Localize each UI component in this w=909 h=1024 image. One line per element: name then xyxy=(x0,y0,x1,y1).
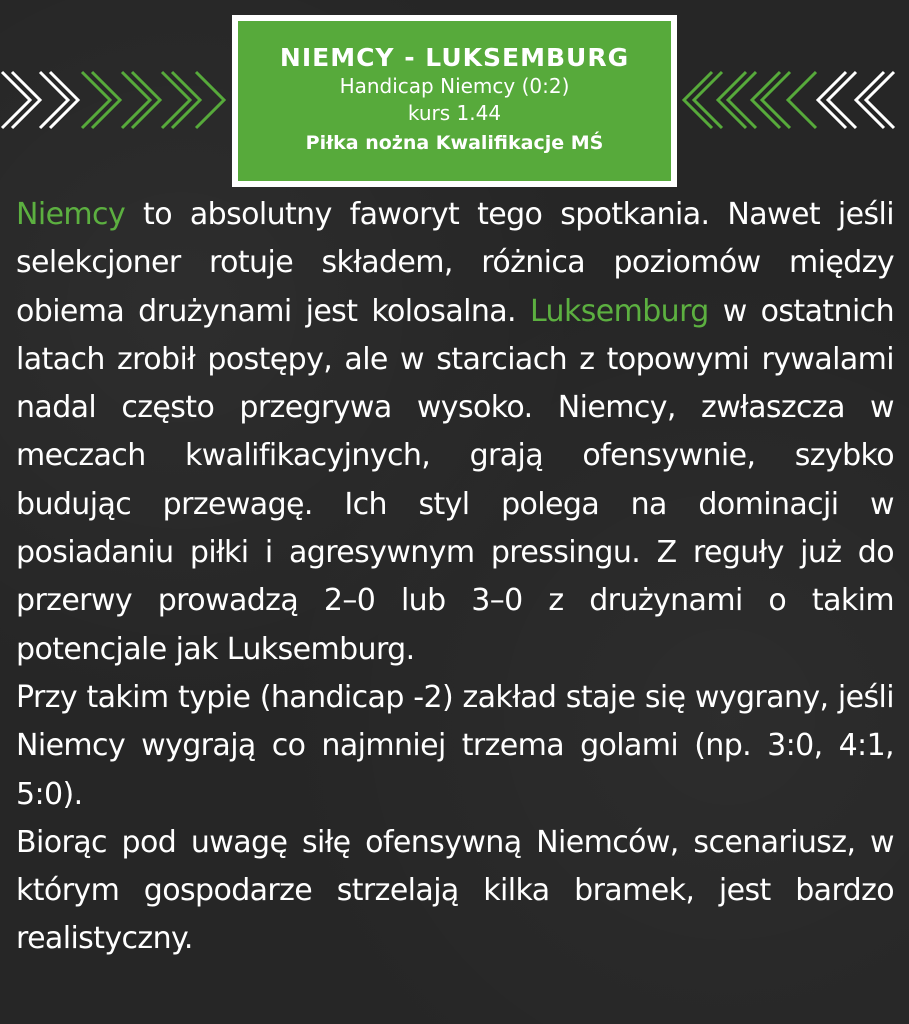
chevrons-right-decoration xyxy=(0,60,235,140)
chevrons-left-decoration xyxy=(674,60,909,140)
paragraph-1: Niemcy to absolutny faworyt tego spotkania. Nawet jeśli selekcjoner rotuje składem, różnica poziomów między obiema drużynami jest kolosalna. Luksemburg w ostatnich latach zrobił postępy, ale w starciach z topowymi rywalami nadal często przegrywa wysoko. Niemcy, zwłaszcza w meczach kwalifikacyjnych, grają ofensywnie, szybko budując przewagę. Ich styl polega na dominacji w posiadaniu piłki i agresywnym pressingu. Z reguły już do przerwy prowadzą 2–0 lub 3–0 z drużynami o takim potencjale jak Luksemburg. xyxy=(16,197,894,667)
team-luxembourg: Luksemburg xyxy=(529,293,709,329)
match-header xyxy=(232,15,677,187)
bet-type: Handicap Niemcy (0:2) xyxy=(339,74,570,98)
team-germany: Niemcy xyxy=(16,197,126,232)
league-name: Piłka nożna Kwalifikacje MŚ xyxy=(305,132,604,154)
odds: kurs 1.44 xyxy=(407,101,502,125)
paragraph-3: Biorąc pod uwagę siłę ofensywną Niemców, scenariusz, w którym gospodarze strzelają kilka bramek, jest bardzo realistyczny. xyxy=(16,824,894,957)
paragraph-2: Przy takim typie (handicap -2) zakład staje się wygrany, jeśli Niemcy wygrają co najmniej trzema golami (np. 3:0, 4:1, 5:0). xyxy=(16,679,894,812)
analysis-text xyxy=(16,191,894,964)
match-title: NIEMCY - LUKSEMBURG xyxy=(279,43,630,72)
